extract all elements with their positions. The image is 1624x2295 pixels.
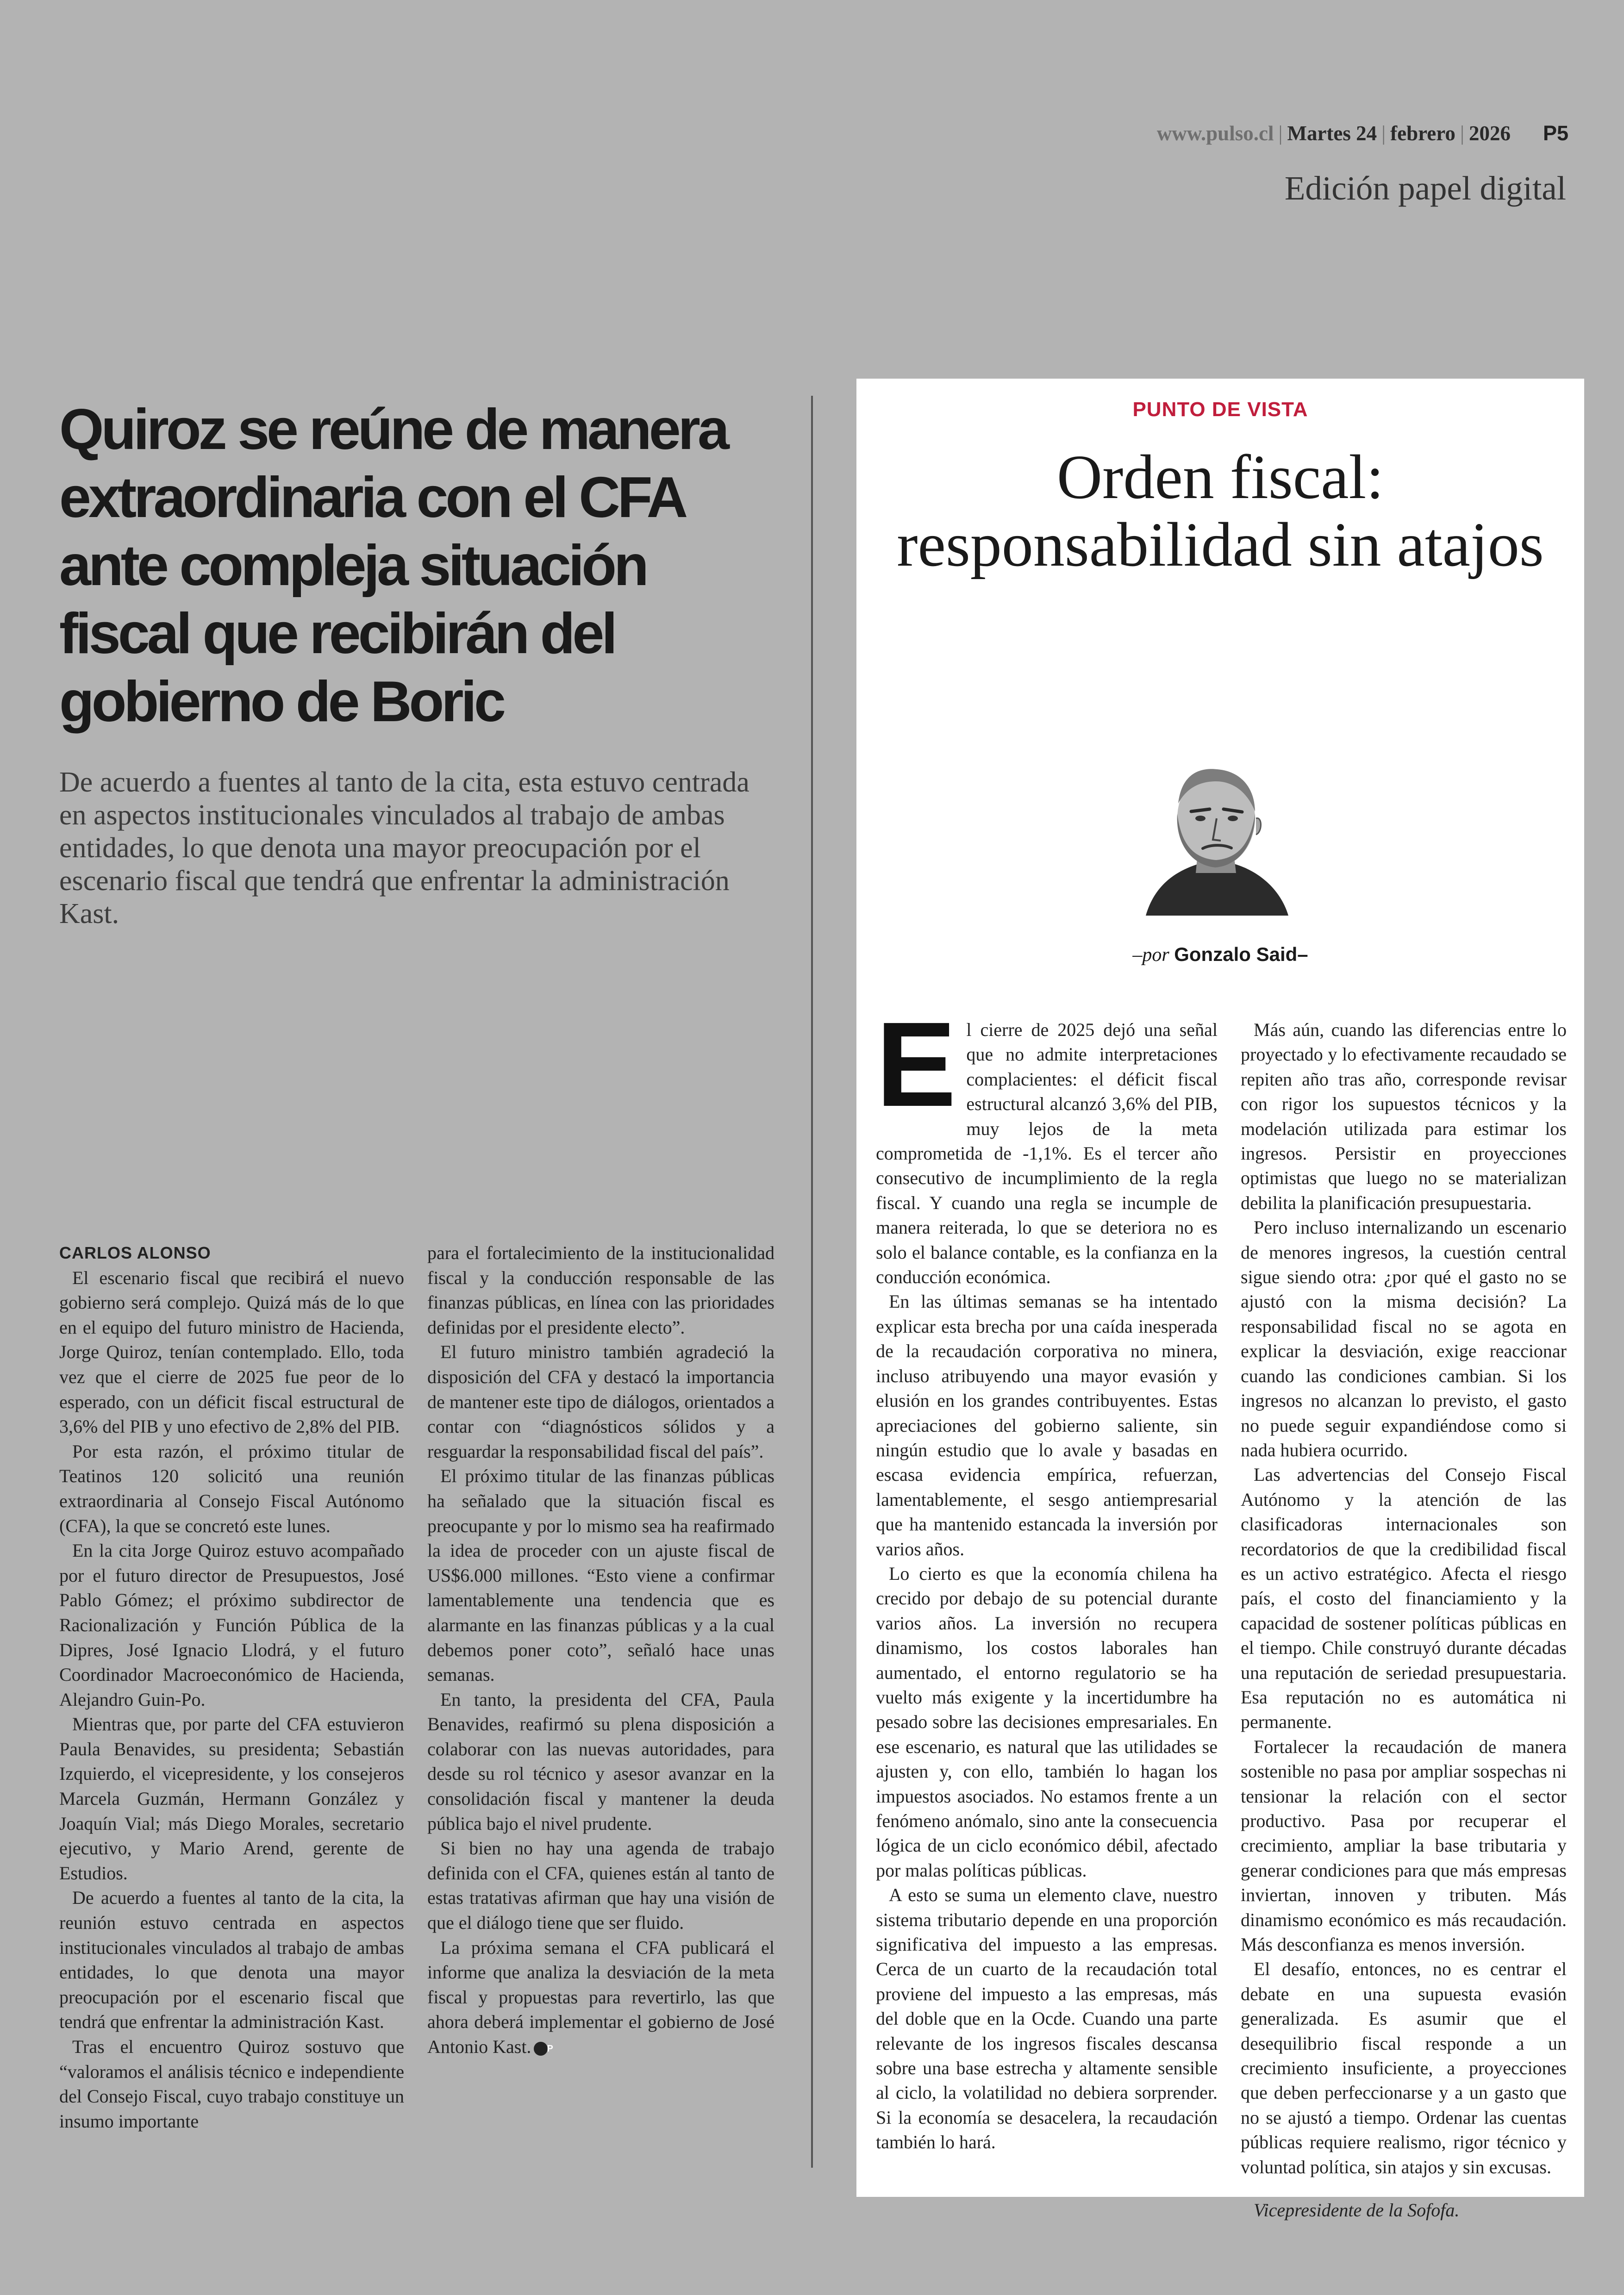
date-year: 2026 <box>1468 122 1511 145</box>
opinion-title: Orden fiscal: responsabilidad sin atajos <box>897 443 1544 580</box>
author-signoff: Vicepresidente de la Sofofa. <box>1254 2200 1460 2221</box>
paragraph: Fortalecer la recaudación de manera sostenible no pasa por ampliar sospechas ni tensionar la relación con el sector productivo. Pasa por recuperar el crecimiento, ampliar la base tributaria y generar condiciones para que más empresas inviertan, innoven y tributen. Más dinamismo económico es más recaudación. Más desconfianza es menos inversión. <box>1241 1736 1567 1955</box>
masthead <box>1157 121 1568 145</box>
article-column-1 <box>59 1241 404 2133</box>
column-divider <box>811 396 813 2168</box>
drop-cap: E <box>876 998 956 1132</box>
paragraph: En la cita Jorge Quiroz estuvo acompañado por el futuro director de Presupuestos, José Pablo Gómez; el próximo subdirector de Racionalización y Función Pública de la Dipres, José Ignacio Llodrá, y el futuro Coordinador Macroeconómico de Hacienda, Alejandro Guin-Po. <box>59 1540 404 1710</box>
article-deck: De acuerdo a fuentes al tanto de la cita, esta estuvo centrada en aspectos institucionales vinculados al trabajo de ambas entidades, lo que denota una mayor preocupación por el escenario fiscal que tendrá que enfrentar la administración Kast. <box>59 767 750 929</box>
author-line <box>856 943 1584 966</box>
paragraph: Tras el encuentro Quiroz sostuvo que “valoramos el análisis técnico e independiente del Consejo Fiscal, cuyo trabajo constituye un insumo importante <box>59 2036 404 2132</box>
paragraph: Las advertencias del Consejo Fiscal Autónomo y la atención de las clasificadoras internacionales son recordatorios de que la credibilidad fiscal es un activo estratégico. Afecta el riesgo país, el costo del financiamiento y la capacidad de sostener políticas públicas en el tiempo. Chile construyó durante décadas una reputación de seriedad presupuestaria. Esa reputación no es automática ni permanente. <box>1241 1464 1567 1733</box>
paragraph: El futuro ministro también agradeció la disposición del CFA y destacó la importancia de mantener este tipo de diálogos, orientados a contar con “diagnósticos sólidos y a resguardar la responsabilidad fiscal del país”. <box>427 1341 775 1462</box>
opinion-column-1 <box>876 998 1218 2155</box>
author-name: Gonzalo Said– <box>1174 943 1308 965</box>
paragraph: Mientras que, por parte del CFA estuvieron Paula Benavides, su presidenta; Sebastián Izquierdo, el vicepresidente, y los consejeros Marcela Guzmán, Hermann González y Joaquín Vial; más Diego Morales, secretario ejecutivo, y Mario Arend, gerente de Estudios. <box>59 1714 404 1883</box>
paragraph: El próximo titular de las finanzas públicas ha señalado que la situación fiscal es preocupante y por lo mismo sea ha reafirmado la idea de proceder con un ajuste fiscal de US$6.000 millones. “Esto viene a confirmar lamentablemente una tendencia que es alarmante en las finanzas públicas y a la cual debemos poner coto”, señaló hace unas semanas. <box>427 1466 775 1685</box>
author-prefix: –por <box>1132 944 1169 966</box>
section-label: PUNTO DE VISTA <box>1132 398 1308 421</box>
first-paragraph <box>876 998 1218 1289</box>
paragraph: Si bien no hay una agenda de trabajo definida con el CFA, quienes están al tanto de estas tratativas afirman que hay una visión de que el diálogo tiene que ser fluido. <box>427 1838 775 1933</box>
end-mark-icon: P <box>534 2042 548 2056</box>
paragraph: A esto se suma un elemento clave, nuestro sistema tributario depende en una proporción significativa del impuesto a las empresas. Cerca de un cuarto de la recaudación total proviene del impuesto a las empresas, más del doble que en la Ocde. Cuando una parte relevante de los ingresos fiscales descansa sobre una base estrecha y altamente sensible al ciclo, la volatilidad no debiera sorprender. Si la economía se desacelera, la recaudación también lo hará. <box>876 1884 1218 2153</box>
article-byline: CARLOS ALONSO <box>59 1243 211 1262</box>
paragraph: El desafío, entonces, no es centrar el debate en una supuesta evasión generalizada. Es asumir que el desequilibrio fiscal responde a un crecimiento insuficiente, a proyecciones que deben perfeccionarse y a un gasto que no se ajustó a tiempo. Ordenar las cuentas públicas requiere realismo, rigor técnico y voluntad política, sin atajos y sin excusas. <box>1241 1958 1567 2177</box>
article-headline: Quiroz se reúne de manera extraordinaria con el CFA ante compleja situación fiscal que recibirán del gobierno de Boric <box>59 398 727 734</box>
paragraph: Pero incluso internalizando un escenario de menores ingresos, la cuestión central sigue siendo otra: ¿por qué el gasto no se ajustó con la misma decisión? La responsabilidad fiscal no se agota en explicar la desviación, exige reaccionar cuando las condiciones cambian. Si los ingresos no alcanzan lo previsto, el gasto no puede seguir expandiéndose como si nada hubiera ocurrido. <box>1241 1217 1567 1460</box>
paragraph-text: l cierre de 2025 dejó una señal que no admite interpretaciones complacientes: el déficit fiscal estructural alcanzó 3,6% del PIB, muy lejos de la meta comprometida de -1,1%. Es el tercer año consecutivo de incumplimiento de la regla fiscal. Y cuando una regla se incumple de manera reiterada, lo que se deteriora no es solo el balance contable, es la confianza en la conducción económica. <box>876 1019 1218 1288</box>
paragraph: Por esta razón, el próximo titular de Teatinos 120 solicitó una reunión extraordinaria al Consejo Fiscal Autónomo (CFA), la que se concretó este lunes. <box>59 1441 404 1536</box>
separator: | <box>1381 122 1386 145</box>
paragraph-text: La próxima semana el CFA publicará el informe que analiza la desviación de la meta fiscal y propuestas para revertirlo, las que ahora deberá implementar el gobierno de José Antonio Kast. <box>427 1937 775 2057</box>
page-number: P5 <box>1543 121 1568 145</box>
paragraph: De acuerdo a fuentes al tanto de la cita, la reunión estuvo centrada en aspectos institucionales vinculados al trabajo de ambas entidades, lo que denota una mayor preocupación por el escenario fiscal que tendrá que enfrentar la administración Kast. <box>59 1887 404 2033</box>
date-day: Martes 24 <box>1287 122 1377 145</box>
paragraph: En las últimas semanas se ha intentado explicar esta brecha por una caída inesperada de la recaudación corporativa no minera, incluso atribuyendo una mayor evasión y elusión en los grandes contribuyentes. Estas apreciaciones del gobierno saliente, sin ningún estudio que lo avale y basadas en escasa evidencia empírica, refuerzan, lamentablemente, el sesgo antiempresarial que ha mantenido estancada la inversión por varios años. <box>876 1291 1218 1559</box>
paragraph: Más aún, cuando las diferencias entre lo proyectado y lo efectivamente recaudado se repiten año tras año, corresponde revisar con rigor los supuestos técnicos y la modelación utilizada para estimar los ingresos. Persistir en proyecciones optimistas que luego no se materializan debilita la planificación presupuestaria. <box>1241 1019 1567 1213</box>
last-paragraph <box>427 1935 775 2059</box>
date-month: febrero <box>1390 122 1455 145</box>
paragraph: El escenario fiscal que recibirá el nuevo gobierno será complejo. Quizá más de lo que en el equipo del futuro ministro de Hacienda, Jorge Quiroz, tenían contemplado. Ello, toda vez que el cierre de 2025 fue peor de lo esperado, con un déficit fiscal estructural de 3,6% del PIB y uno efectivo de 2,8% del PIB. <box>59 1267 404 1437</box>
edition-label: Edición papel digital <box>1284 169 1566 207</box>
author-portrait <box>1141 749 1289 916</box>
article-column-2 <box>427 1241 775 2059</box>
opinion-box <box>856 379 1584 2221</box>
separator: | <box>1278 122 1283 145</box>
site-url[interactable]: www.pulso.cl <box>1156 122 1274 145</box>
separator: | <box>1460 122 1464 145</box>
paragraph: En tanto, la presidenta del CFA, Paula Benavides, reafirmó su plena disposición a colaborar con las nuevas autoridades, para desde su rol técnico y asesor avanzar en la consolidación fiscal y mantener la deuda pública bajo el nivel prudente. <box>427 1689 775 1834</box>
paragraph: para el fortalecimiento de la institucionalidad fiscal y la conducción responsable de las finanzas públicas, en línea con las prioridades definidas por el presidente electo”. <box>427 1242 775 1338</box>
opinion-column-2 <box>1241 1017 1567 2223</box>
paragraph: Lo cierto es que la economía chilena ha crecido por debajo de su potencial durante varios años. La inversión no recupera dinamismo, los costos laborales han aumentado, el entorno regulatorio se ha vuelto más exigente y la incertidumbre ha pesado sobre las decisiones empresariales. En ese escenario, es natural que las utilidades se ajusten y, con ello, también lo hagan los impuestos asociados. No estamos frente a un fenómeno anómalo, sino ante la consecuencia lógica de un ciclo económico débil, afectado por malas políticas públicas. <box>876 1563 1218 1881</box>
